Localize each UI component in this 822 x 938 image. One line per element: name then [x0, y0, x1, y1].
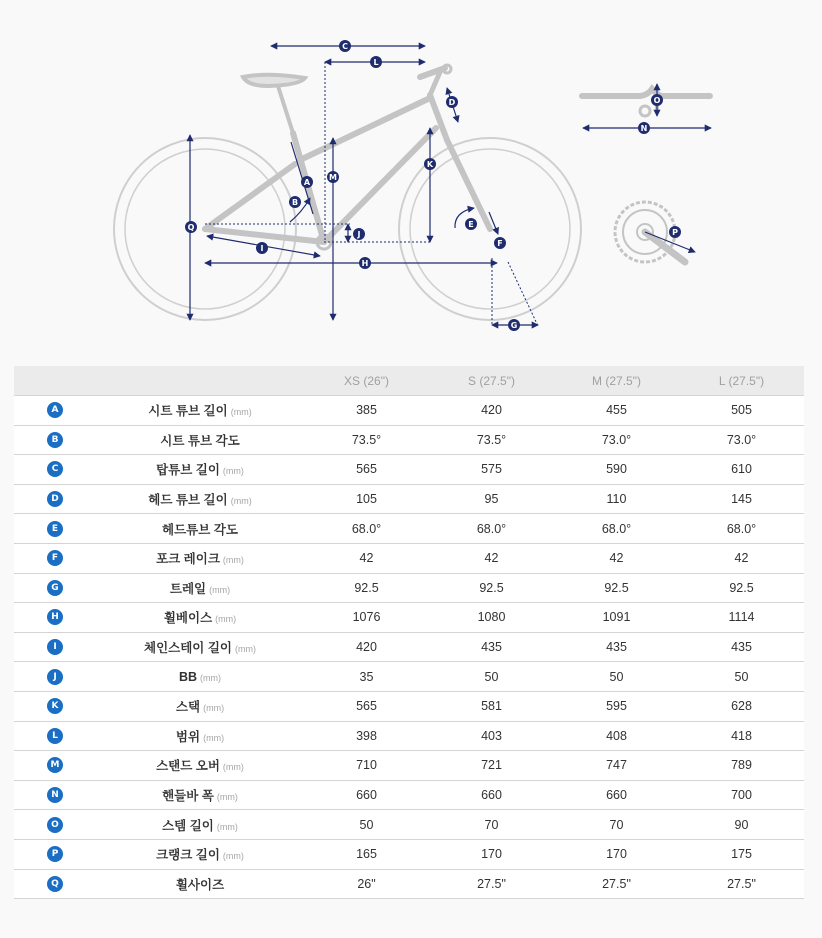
row-value: 145: [679, 484, 804, 514]
row-unit: (mm): [200, 672, 222, 683]
svg-text:A: A: [303, 178, 311, 187]
table-row: [14, 543, 804, 573]
row-name-cell: [96, 751, 304, 781]
header-size-m: M (27.5"): [554, 366, 679, 396]
row-badge: A: [47, 402, 63, 418]
row-value: 110: [554, 484, 679, 514]
row-name-cell: [96, 839, 304, 869]
header-name-col: [96, 366, 304, 396]
svg-text:I: I: [260, 244, 264, 253]
row-name-cell: [96, 514, 304, 544]
row-value: 68.0°: [554, 514, 679, 544]
row-name: 체인스테이 길이: [144, 641, 232, 656]
row-badge-cell: [14, 751, 96, 781]
row-name: 범위: [175, 729, 201, 744]
table-row: [14, 810, 804, 840]
row-value: 50: [304, 810, 429, 840]
header-size-l: L (27.5"): [679, 366, 804, 396]
row-value: 403: [429, 721, 554, 751]
row-value: 1091: [554, 603, 679, 633]
row-value: 721: [429, 751, 554, 781]
row-value: 68.0°: [679, 514, 804, 544]
row-name: 트레일: [169, 581, 207, 596]
row-value: 385: [304, 396, 429, 426]
seatpost-and-saddle: [243, 75, 305, 133]
svg-text:P: P: [672, 228, 678, 237]
row-value: 170: [554, 839, 679, 869]
row-value: 435: [429, 632, 554, 662]
marker-q: [185, 221, 197, 233]
row-name: 탑튜브 길이: [156, 463, 220, 478]
row-name: 시트 튜브 길이: [148, 404, 228, 419]
row-value: 73.0°: [554, 425, 679, 455]
row-value: 73.5°: [304, 425, 429, 455]
row-value: 565: [304, 691, 429, 721]
row-value: 27.5": [429, 869, 554, 899]
row-name-cell: [96, 721, 304, 751]
marker-i: [256, 242, 268, 254]
marker-p: [669, 226, 681, 238]
row-value: 455: [554, 396, 679, 426]
row-value: 26": [304, 869, 429, 899]
header-size-xs: XS (26"): [304, 366, 429, 396]
row-badge: P: [47, 846, 63, 862]
row-value: 42: [304, 543, 429, 573]
row-name: 스템 길이: [162, 818, 214, 833]
row-value: 95: [429, 484, 554, 514]
marker-g: [508, 319, 520, 331]
row-badge-cell: [14, 514, 96, 544]
marker-k: [424, 158, 436, 170]
row-name: 스탠드 오버: [156, 759, 220, 774]
row-badge-cell: [14, 455, 96, 485]
row-value: 435: [679, 632, 804, 662]
row-value: 581: [429, 691, 554, 721]
row-badge-cell: [14, 573, 96, 603]
marker-d: [446, 96, 458, 108]
marker-c: [339, 40, 351, 52]
row-badge-cell: [14, 780, 96, 810]
row-badge-cell: [14, 484, 96, 514]
table-row: [14, 396, 804, 426]
row-name-cell: [96, 662, 304, 692]
svg-text:H: H: [361, 259, 369, 268]
row-badge: J: [47, 669, 63, 685]
svg-text:K: K: [426, 160, 434, 169]
row-name: 핸들바 폭: [162, 789, 214, 804]
row-value: 435: [554, 632, 679, 662]
table-row: [14, 691, 804, 721]
row-unit: (mm): [216, 821, 238, 832]
marker-f: [494, 237, 506, 249]
row-value: 1080: [429, 603, 554, 633]
row-unit: (mm): [222, 762, 244, 773]
marker-l: [370, 56, 382, 68]
row-badge: O: [47, 817, 63, 833]
row-value: 789: [679, 751, 804, 781]
row-value: 92.5: [679, 573, 804, 603]
row-name-cell: [96, 603, 304, 633]
svg-text:M: M: [329, 173, 337, 182]
row-badge: G: [47, 580, 63, 596]
marker-a: [301, 176, 313, 188]
row-value: 660: [304, 780, 429, 810]
row-unit: (mm): [222, 466, 244, 477]
row-badge: I: [47, 639, 63, 655]
row-badge: C: [47, 461, 63, 477]
row-value: 590: [554, 455, 679, 485]
row-name-cell: [96, 869, 304, 899]
row-value: 105: [304, 484, 429, 514]
table-row: [14, 632, 804, 662]
row-name-cell: [96, 396, 304, 426]
row-badge-cell: [14, 869, 96, 899]
row-value: 68.0°: [304, 514, 429, 544]
row-badge: B: [47, 432, 63, 448]
row-badge-cell: [14, 691, 96, 721]
row-unit: (mm): [209, 584, 231, 595]
row-value: 700: [679, 780, 804, 810]
marker-m: [327, 171, 339, 183]
row-value: 42: [679, 543, 804, 573]
row-name: 크랭크 길이: [156, 848, 220, 863]
table-row: [14, 839, 804, 869]
row-value: 70: [554, 810, 679, 840]
row-name: 헤드튜브 각도: [162, 522, 238, 537]
row-badge-cell: [14, 543, 96, 573]
row-badge: K: [47, 698, 63, 714]
marker-j: [353, 228, 365, 240]
row-value: 50: [679, 662, 804, 692]
table-row: [14, 514, 804, 544]
row-unit: (mm): [222, 851, 244, 862]
row-name-cell: [96, 780, 304, 810]
svg-text:E: E: [468, 220, 474, 229]
row-badge-cell: [14, 396, 96, 426]
svg-text:G: G: [510, 321, 518, 330]
row-unit: (mm): [235, 644, 256, 655]
row-value: 92.5: [304, 573, 429, 603]
row-badge: H: [47, 609, 63, 625]
bike-frame: [205, 95, 490, 242]
row-unit: (mm): [203, 732, 225, 743]
table-row: [14, 455, 804, 485]
row-value: 420: [429, 396, 554, 426]
table-row: [14, 662, 804, 692]
row-name-cell: [96, 455, 304, 485]
row-name-cell: [96, 484, 304, 514]
table-row: [14, 484, 804, 514]
row-badge: L: [47, 728, 63, 744]
row-value: 175: [679, 839, 804, 869]
row-value: 660: [554, 780, 679, 810]
table-row: [14, 603, 804, 633]
row-value: 27.5": [679, 869, 804, 899]
row-name: 스택: [175, 700, 201, 715]
row-badge-cell: [14, 603, 96, 633]
row-value: 50: [554, 662, 679, 692]
marker-n: [638, 122, 650, 134]
row-value: 610: [679, 455, 804, 485]
svg-text:D: D: [448, 98, 456, 107]
svg-text:C: C: [342, 42, 348, 51]
row-badge-cell: [14, 662, 96, 692]
row-name-cell: [96, 810, 304, 840]
row-value: 50: [429, 662, 554, 692]
row-value: 710: [304, 751, 429, 781]
row-badge: F: [47, 550, 63, 566]
row-unit: (mm): [230, 407, 252, 418]
row-name-cell: [96, 573, 304, 603]
row-value: 420: [304, 632, 429, 662]
row-value: 660: [429, 780, 554, 810]
header-size-s: S (27.5"): [429, 366, 554, 396]
row-value: 35: [304, 662, 429, 692]
geometry-table: [14, 366, 804, 899]
row-value: 70: [429, 810, 554, 840]
row-value: 408: [554, 721, 679, 751]
svg-text:O: O: [653, 96, 661, 105]
row-value: 165: [304, 839, 429, 869]
handlebar-detail: [582, 84, 711, 128]
table-header-row: [14, 366, 804, 396]
row-badge: E: [47, 521, 63, 537]
row-badge: N: [47, 787, 63, 803]
row-badge-cell: [14, 839, 96, 869]
row-badge: Q: [47, 876, 63, 892]
row-badge: M: [47, 757, 63, 773]
row-value: 747: [554, 751, 679, 781]
table-row: [14, 573, 804, 603]
row-name-cell: [96, 691, 304, 721]
row-value: 628: [679, 691, 804, 721]
row-badge-cell: [14, 721, 96, 751]
crank-detail: [615, 202, 695, 262]
marker-b: [289, 196, 301, 208]
row-value: 170: [429, 839, 554, 869]
stem-and-bars: [420, 65, 451, 95]
row-name: 휠사이즈: [175, 877, 225, 892]
header-badge-col: [14, 366, 96, 396]
row-value: 90: [679, 810, 804, 840]
bike-geometry-diagram: [0, 0, 822, 350]
row-unit: (mm): [230, 496, 252, 507]
row-badge-cell: [14, 810, 96, 840]
marker-o: [651, 94, 663, 106]
row-name: 헤드 튜브 길이: [148, 493, 228, 508]
table-row: [14, 721, 804, 751]
row-name: 포크 레이크: [156, 552, 220, 567]
dimension-arrows: [187, 46, 538, 325]
row-value: 73.0°: [679, 425, 804, 455]
table-row: [14, 751, 804, 781]
row-value: 505: [679, 396, 804, 426]
row-unit: (mm): [215, 614, 237, 625]
row-name: 시트 튜브 각도: [160, 433, 240, 448]
table-row: [14, 425, 804, 455]
row-name-cell: [96, 632, 304, 662]
row-name-cell: [96, 425, 304, 455]
row-value: 27.5": [554, 869, 679, 899]
marker-h: [359, 257, 371, 269]
row-name: 휠베이스: [163, 611, 213, 626]
table-body: [14, 396, 804, 899]
svg-text:Q: Q: [187, 223, 195, 232]
row-value: 42: [554, 543, 679, 573]
marker-e: [465, 218, 477, 230]
row-value: 42: [429, 543, 554, 573]
row-name-cell: [96, 543, 304, 573]
row-unit: (mm): [216, 792, 238, 803]
svg-text:F: F: [497, 239, 503, 248]
row-value: 1114: [679, 603, 804, 633]
row-badge-cell: [14, 425, 96, 455]
svg-text:J: J: [357, 230, 361, 239]
row-value: 595: [554, 691, 679, 721]
row-value: 398: [304, 721, 429, 751]
row-badge-cell: [14, 632, 96, 662]
row-unit: (mm): [203, 703, 225, 714]
svg-text:N: N: [640, 124, 648, 133]
row-value: 418: [679, 721, 804, 751]
table-row: [14, 780, 804, 810]
row-value: 92.5: [429, 573, 554, 603]
row-value: 575: [429, 455, 554, 485]
svg-text:B: B: [291, 198, 299, 207]
svg-text:L: L: [373, 58, 379, 67]
row-name: BB: [178, 669, 198, 684]
table-row: [14, 869, 804, 899]
row-value: 92.5: [554, 573, 679, 603]
row-value: 1076: [304, 603, 429, 633]
row-unit: (mm): [222, 555, 244, 566]
row-value: 68.0°: [429, 514, 554, 544]
row-value: 73.5°: [429, 425, 554, 455]
row-value: 565: [304, 455, 429, 485]
row-badge: D: [47, 491, 63, 507]
